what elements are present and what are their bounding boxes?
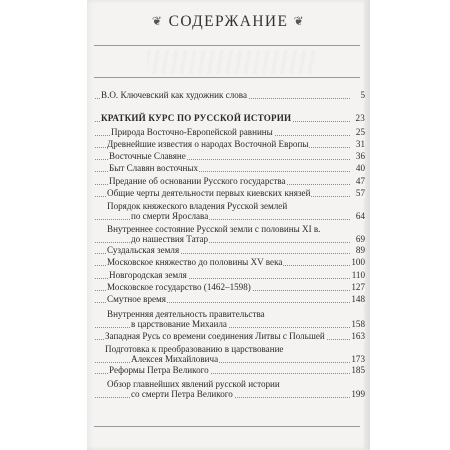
toc-entry-page: 31 <box>355 139 365 149</box>
toc-entry-intro <box>87 90 370 100</box>
toc-entry-title-cont: до нашествия Татар <box>131 234 209 244</box>
faint-background-print <box>147 50 317 74</box>
toc-entry <box>87 245 370 255</box>
toc-entry-title: Предание об основании Русского государства <box>109 176 286 186</box>
toc-entry-title: Внутренняя деятельность правительства <box>107 309 265 319</box>
toc-entry-title: Новгородская земля <box>109 270 187 280</box>
bottom-rule <box>94 426 360 427</box>
toc-entry-page: 40 <box>355 163 365 173</box>
toc-entry <box>87 127 370 137</box>
page-header <box>87 13 370 31</box>
header-rule <box>94 45 360 46</box>
toc-entry-page: 163 <box>351 331 365 341</box>
toc-entry-page: 100 <box>351 257 365 267</box>
toc-entry-title: Московское государство (1462–1598) <box>107 282 251 292</box>
toc-entry-title: Обзор главнейших явлений русской истории <box>107 379 280 389</box>
toc-section-page: 23 <box>355 113 365 123</box>
toc-entry <box>87 270 370 280</box>
toc-entry <box>87 309 370 329</box>
toc-entry-title: В.О. Ключевский как художник слова <box>101 90 247 100</box>
toc-entry-title: Быт Славян восточных <box>109 163 199 173</box>
toc-entry-title: Внутреннее состояние Русской земли с половины XI в. <box>107 224 321 234</box>
toc-entry <box>87 201 370 221</box>
toc-entry <box>87 224 370 244</box>
toc-entry <box>87 151 370 161</box>
toc-entry-page: 5 <box>360 90 365 100</box>
toc-section-title: КРАТКИЙ КУРС ПО РУССКОЙ ИСТОРИИ <box>101 113 292 123</box>
toc-entry-page: 127 <box>351 282 365 292</box>
book-page <box>87 0 370 450</box>
toc-entry-page: 148 <box>351 294 365 304</box>
toc-entry-title: Западная Русь со времени соединения Литвы с Польшей <box>105 331 325 341</box>
toc-entry <box>87 282 370 292</box>
toc-entry-title: Реформы Петра Великого <box>109 365 209 375</box>
toc-entry <box>87 176 370 186</box>
toc-entry-page: 64 <box>355 211 365 221</box>
toc-entry <box>87 139 370 149</box>
toc-entry <box>87 257 370 267</box>
toc-entry-title-cont: в царствование Михаила <box>131 319 227 329</box>
toc-entry-title: Порядок княжеского владения Русской землей <box>107 201 288 211</box>
toc-entry-page: 89 <box>355 245 365 255</box>
toc-entry-title: Общие черты деятельности первых киевских князей <box>107 188 311 198</box>
toc-entry-page: 69 <box>355 234 365 244</box>
toc-entry-title: Суздальская земля <box>107 245 180 255</box>
toc-entry-title: Московское княжество до половины XV века <box>107 257 283 267</box>
toc-entry-page: 47 <box>355 176 365 186</box>
toc-entry-title: Восточные Славяне <box>109 151 186 161</box>
toc-entry-title: Древнейшие известия о народах Восточной Европы <box>107 139 309 149</box>
toc-entry-title: Природа Восточно-Европейской равнины <box>111 127 273 137</box>
toc-entry-page: 25 <box>355 127 365 137</box>
toc-entry-title-cont: по смерти Ярослава <box>131 211 209 221</box>
toc-entry-page: 110 <box>351 270 365 280</box>
toc-section-heading <box>87 113 370 123</box>
toc-entry-page: 173 <box>351 354 365 364</box>
toc-entry-title-cont: Алексея Михайловича <box>131 354 219 364</box>
toc-entry <box>87 331 370 341</box>
toc-entry-page: 36 <box>355 151 365 161</box>
toc-entry-title: Смутное время <box>107 294 166 304</box>
top-rule <box>94 77 360 78</box>
toc-entry <box>87 294 370 304</box>
toc-entry-page: 57 <box>355 188 365 198</box>
toc-entry <box>87 163 370 173</box>
toc-entry-title: Подготовка к преобразованию в царствование <box>105 344 284 354</box>
toc-entry-page: 185 <box>351 365 365 375</box>
ornament-left-icon: ❦ <box>151 14 164 28</box>
toc-entry <box>87 344 370 364</box>
toc-entry-page: 158 <box>351 319 365 329</box>
ornament-right-icon: ❦ <box>293 14 306 28</box>
toc-entry <box>87 365 370 375</box>
toc-entry <box>87 379 370 399</box>
page-title: СОДЕРЖАНИЕ <box>168 13 289 30</box>
toc-entry-page: 199 <box>351 389 365 399</box>
toc-entry-title-cont: со смерти Петра Великого <box>131 389 233 399</box>
toc-entry <box>87 188 370 198</box>
